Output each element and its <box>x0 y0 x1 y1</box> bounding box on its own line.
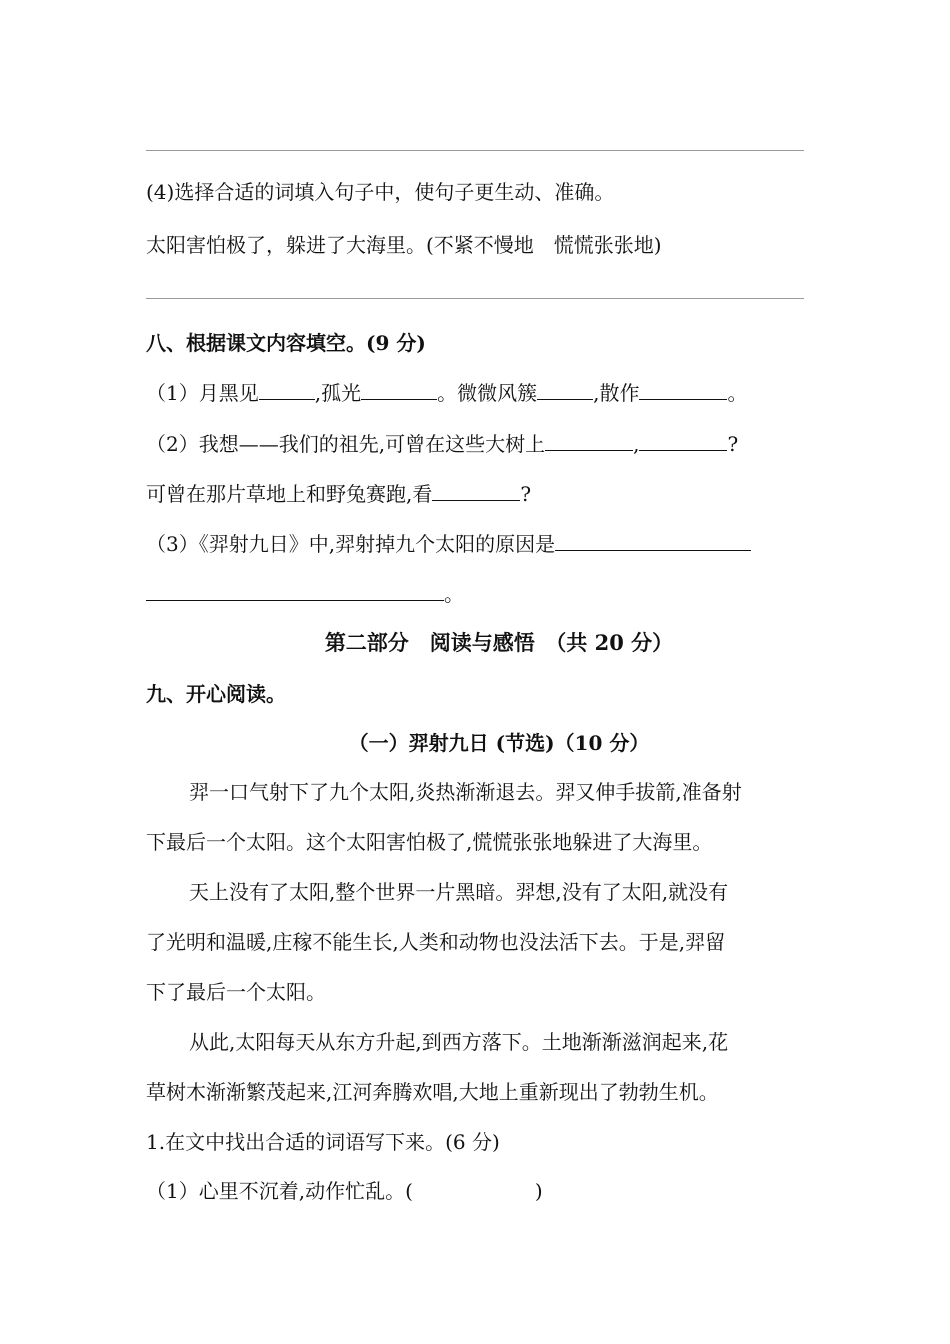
section8-item1 <box>146 377 747 406</box>
fill-blank[interactable] <box>537 398 593 400</box>
q1-sub1 <box>146 1175 543 1204</box>
q1-instruction: 1.在文中找出合适的词语写下来。(6 分) <box>146 1130 500 1154</box>
fill-blank[interactable] <box>259 398 315 400</box>
answer-line <box>146 298 804 299</box>
section8-item2 <box>146 428 738 457</box>
section8-item2-cont <box>146 478 531 507</box>
fill-text: ,散作 <box>593 381 640 405</box>
passage-line: 从此,太阳每天从东方升起,到西方落下。土地渐渐滋润起来,花 <box>189 1030 729 1054</box>
section8-heading: 八、根据课文内容填空。(9 分) <box>146 331 426 355</box>
fill-text: 可曾在那片草地上和野兔赛跑,看 <box>146 482 433 506</box>
passage-line: 天上没有了太阳,整个世界一片黑暗。羿想,没有了太阳,就没有 <box>189 880 729 904</box>
answer-line <box>146 150 804 151</box>
q4-instruction: (4)选择合适的词填入句子中，使句子更生动、准确。 <box>146 180 615 204</box>
fill-blank[interactable] <box>555 549 751 551</box>
passage-line: 下了最后一个太阳。 <box>146 980 326 1004</box>
fill-blank[interactable] <box>639 449 727 451</box>
fill-text: 。 <box>727 381 748 405</box>
fill-text: ? <box>727 432 739 456</box>
fill-blank[interactable] <box>361 398 437 400</box>
fill-blank[interactable] <box>545 449 633 451</box>
fill-text: ) <box>534 1179 543 1203</box>
fill-text: （1）心里不沉着,动作忙乱。( <box>146 1179 413 1203</box>
fill-text: 。 <box>444 582 464 606</box>
fill-text: , <box>633 432 640 456</box>
fill-text: （3）《羿射九日》中,羿射掉九个太阳的原因是 <box>146 532 556 556</box>
fill-blank[interactable] <box>146 599 444 601</box>
fill-text: （2）我想——我们的祖先,可曾在这些大树上 <box>146 432 546 456</box>
fill-text: 。微微风簇 <box>437 381 538 405</box>
part2-title: 第二部分 阅读与感悟 （共 20 分） <box>324 630 674 655</box>
passage-line: 草树木渐渐繁茂起来,江河奔腾欢唱,大地上重新现出了勃勃生机。 <box>146 1080 719 1104</box>
fill-text: ,孤光 <box>314 381 362 405</box>
fill-text: （1）月黑见 <box>146 381 259 405</box>
fill-text: ? <box>520 482 532 506</box>
section8-item3 <box>146 528 751 557</box>
fill-blank[interactable] <box>639 398 727 400</box>
passage-line: 了光明和温暖,庄稼不能生长,人类和动物也没法活下去。于是,羿留 <box>146 930 726 954</box>
fill-blank[interactable] <box>432 499 520 501</box>
passage-line: 下最后一个太阳。这个太阳害怕极了,慌慌张张地躲进了大海里。 <box>146 830 713 854</box>
passage-line: 羿一口气射下了九个太阳,炎热渐渐退去。羿又伸手拔箭,准备射 <box>189 780 742 804</box>
section8-item3-end <box>146 578 464 607</box>
section9-heading: 九、开心阅读。 <box>146 682 286 706</box>
passage-title: （一）羿射九日 (节选)（10 分） <box>348 731 650 755</box>
q4-sentence: 太阳害怕极了，躲进了大海里。(不紧不慢地 慌慌张张地) <box>146 233 662 257</box>
